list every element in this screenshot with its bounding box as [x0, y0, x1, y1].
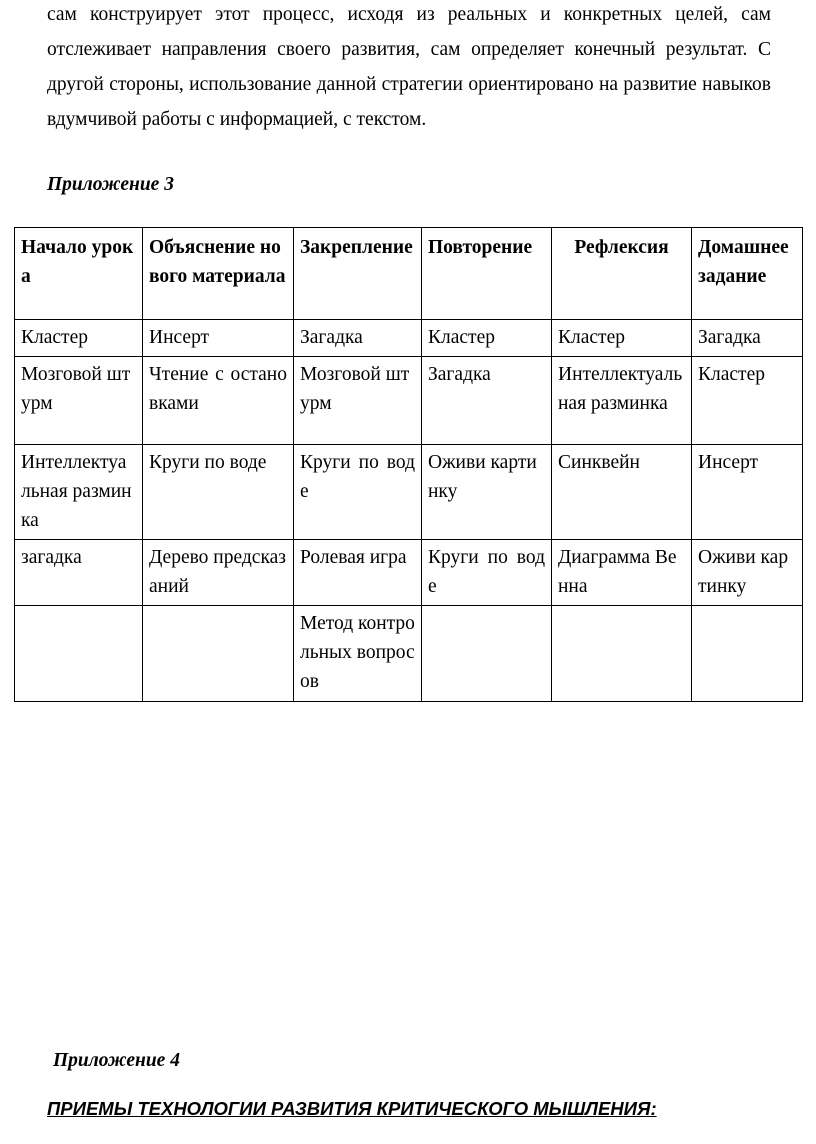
appendix-3-title: Приложение 3 [47, 174, 174, 195]
header-repetition: Повторение [422, 228, 552, 320]
table-cell: Кластер [552, 320, 692, 357]
table-cell: Круги по воде [143, 445, 294, 540]
table-cell: Круги по воде [422, 540, 552, 606]
header-lesson-start: Начало урока [15, 228, 143, 320]
header-reflection: Рефлексия [552, 228, 692, 320]
table-cell: Интеллектуальная разминка [15, 445, 143, 540]
table-cell: Мозговой штурм [294, 357, 422, 445]
table-cell: Метод контрольных вопросов [294, 606, 422, 702]
methods-table [14, 227, 803, 702]
table-cell: Инсерт [692, 445, 803, 540]
table-cell [143, 606, 294, 702]
table-cell: Загадка [294, 320, 422, 357]
table-cell: Синквейн [552, 445, 692, 540]
table-cell [422, 606, 552, 702]
table-cell: Дерево предсказаний [143, 540, 294, 606]
table-cell: Загадка [692, 320, 803, 357]
table-cell: Круги по воде [294, 445, 422, 540]
table-cell: Кластер [15, 320, 143, 357]
table-cell: Оживи картинку [422, 445, 552, 540]
table-cell: Загадка [422, 357, 552, 445]
appendix-4-title: Приложение 4 [53, 1050, 180, 1071]
header-new-material: Объяснение нового материала [143, 228, 294, 320]
table-row [15, 606, 803, 702]
table-cell: Интеллектуальная разминка [552, 357, 692, 445]
table-row [15, 320, 803, 357]
table-cell: Оживи картинку [692, 540, 803, 606]
table-cell: Ролевая игра [294, 540, 422, 606]
table-cell [15, 606, 143, 702]
table-cell: Кластер [422, 320, 552, 357]
table-cell [692, 606, 803, 702]
table-cell: загадка [15, 540, 143, 606]
header-homework: Домашнее задание [692, 228, 803, 320]
header-consolidation: Закрепление [294, 228, 422, 320]
table-row [15, 445, 803, 540]
section-title: ПРИЕМЫ ТЕХНОЛОГИИ РАЗВИТИЯ КРИТИЧЕСКОГО МЫШЛЕНИЯ: [47, 1098, 657, 1119]
table-cell: Диаграмма Венна [552, 540, 692, 606]
table-header-row [15, 228, 803, 320]
table-cell [552, 606, 692, 702]
table-cell: Мозговой штурм [15, 357, 143, 445]
table-cell: Чтение с остановками [143, 357, 294, 445]
table-cell: Кластер [692, 357, 803, 445]
intro-paragraph: сам конструирует этот процесс, исходя из реальных и конкретных целей, сам отслеживает направления своего развития, сам определяет конечный результат. С другой стороны, использование данной стратегии ориентировано на развитие навыков вдумчивой работы с информацией, с текстом. [47, 4, 771, 130]
table-row [15, 540, 803, 606]
table-cell: Инсерт [143, 320, 294, 357]
table-row [15, 357, 803, 445]
